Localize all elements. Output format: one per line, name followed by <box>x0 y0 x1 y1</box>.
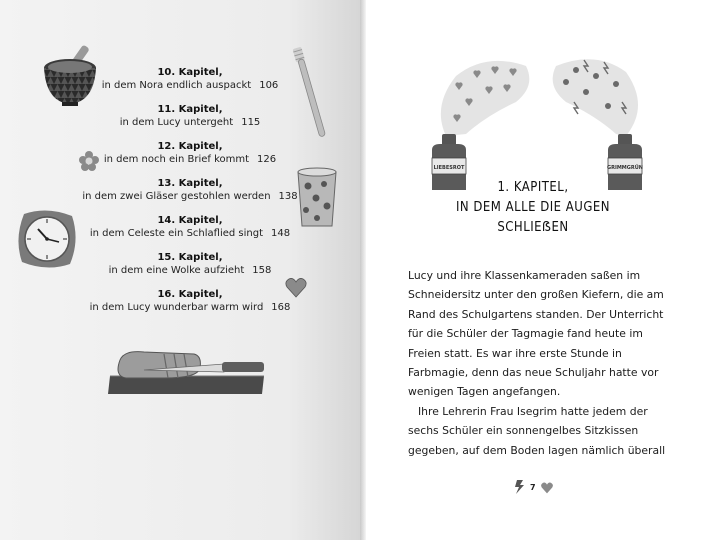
toc-entry-page: 168 <box>271 302 291 313</box>
toc-entry-subtitle: in dem Celeste ein Schlaflied singt <box>89 228 264 239</box>
toc-entry-title: 11. Kapitel, <box>157 104 223 115</box>
toc-entry-subtitle: in dem Nora endlich auspackt <box>101 80 252 91</box>
toc-entry-page: 148 <box>271 228 291 239</box>
chapter-heading-line: SCHLIEẞEN <box>497 220 569 235</box>
toc-entry-subtitle: in dem eine Wolke aufzieht <box>108 265 245 276</box>
heart-icon <box>540 481 554 494</box>
paragraph: Ihre Lehrerin Frau Isegrim hatte jedem der sechs Schüler ein sonnengelbes Sitzkissen gegeben, auf dem Boden lagen nämlich überall <box>408 404 666 457</box>
bread-knife-board-icon <box>104 348 268 398</box>
polka-dot-cup-icon <box>294 166 340 230</box>
page-number: 7 <box>530 482 536 492</box>
toc-entry-page: 106 <box>259 80 279 91</box>
paragraph: Lucy und ihre Klassenkameraden saßen im Schneidersitz unter den großen Kiefern, die am Rand des Schulgartens standen. Der Unterricht für die Schüler der Tagmagie fand heute im Freien statt. Es war ihre erste Stunde in Farbmagie, denn das neue Schuljahr hatte vor wenigen Tagen angefangen. <box>408 269 664 399</box>
clock-icon <box>14 206 80 272</box>
right-page <box>366 0 720 540</box>
toc-entry-page: 115 <box>241 117 261 128</box>
lightning-icon <box>514 480 526 494</box>
toc-entry-page: 138 <box>278 191 298 202</box>
toc-entry-title: 12. Kapitel, <box>157 141 223 152</box>
toc-entry[interactable] <box>80 288 300 314</box>
chapter-heading-line: IN DEM ALLE DIE AUGEN <box>455 200 611 215</box>
left-bottle-label: LIEBESROT <box>433 165 465 171</box>
toc-entry[interactable] <box>80 140 300 166</box>
toc-entry-subtitle: in dem Lucy untergeht <box>119 117 234 128</box>
toc-entry-title: 14. Kapitel, <box>157 215 223 226</box>
ink-bottles-illustration <box>426 46 656 196</box>
toc-entry[interactable] <box>80 214 300 240</box>
toc-entry[interactable] <box>80 103 300 129</box>
chapter-heading-line: 1. KAPITEL, <box>497 180 569 195</box>
right-bottle-label: GRIMMGRÜN <box>607 165 643 171</box>
toc-entry[interactable] <box>80 66 300 92</box>
table-of-contents <box>80 66 300 325</box>
page-folio <box>514 480 554 494</box>
toc-entry-title: 16. Kapitel, <box>157 289 223 300</box>
toc-entry[interactable] <box>80 177 300 203</box>
toc-entry-title: 13. Kapitel, <box>157 178 223 189</box>
chapter-heading <box>406 178 660 238</box>
toc-entry-subtitle: in dem zwei Gläser gestohlen werden <box>82 191 271 202</box>
toc-entry[interactable] <box>80 251 300 277</box>
chapter-body <box>408 266 674 460</box>
toc-entry-subtitle: in dem noch ein Brief kommt <box>103 154 250 165</box>
toc-entry-page: 158 <box>252 265 272 276</box>
toc-entry-page: 126 <box>257 154 277 165</box>
toc-entry-title: 15. Kapitel, <box>157 252 223 263</box>
toc-entry-title: 10. Kapitel, <box>157 67 223 78</box>
toc-entry-subtitle: in dem Lucy wunderbar warm wird <box>89 302 264 313</box>
